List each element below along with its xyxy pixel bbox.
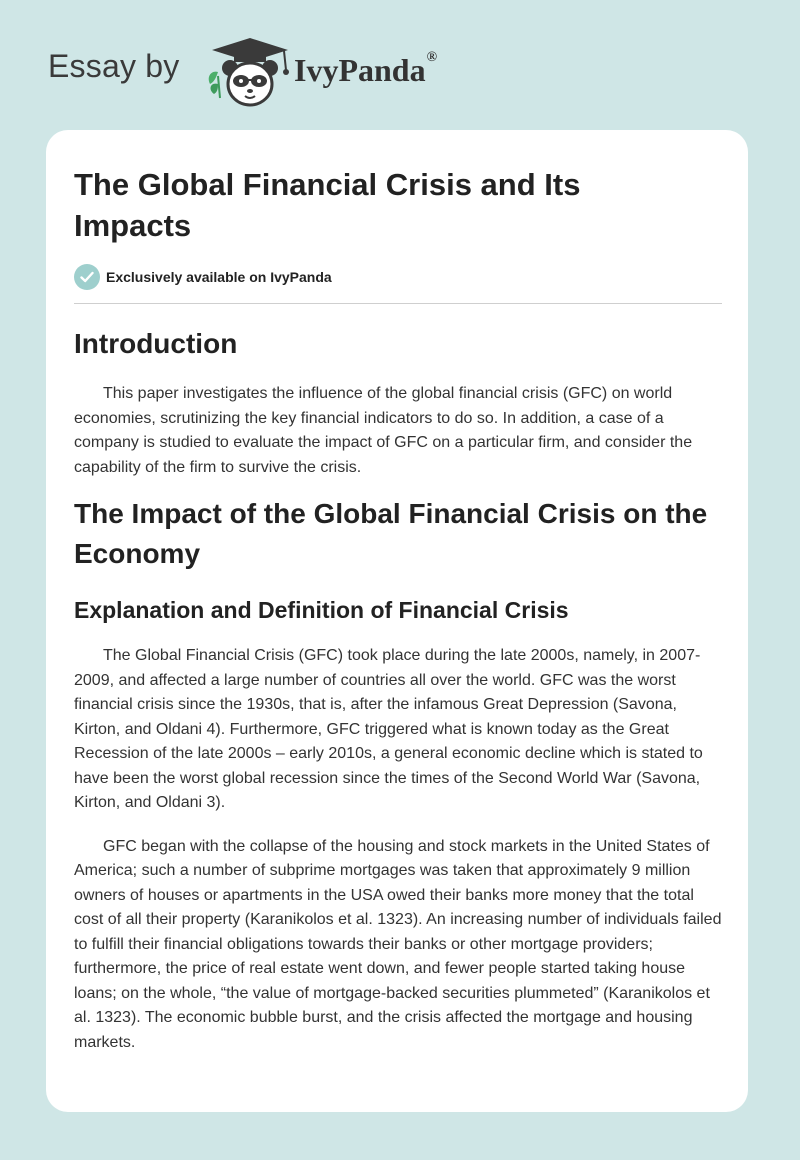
explanation-paragraph-2: GFC began with the collapse of the housing and stock markets in the United States of America; such a number of subprime mortgages was taken that approximately 9 million owners of houses or apartments in the USA owed their banks more money that the total cost of all their property (Karanikolos et al. 1323). An increasing number of individuals failed to fulfill their financial obligations towards their banks or other mortgage providers; furthermore, the price of real estate went down, and fewer people started taking house loans; on the whole, “the value of mortgage-backed securities plummeted” (Karanikolos et al. 1323). The economic bubble burst, and the crisis affected the mortgage and housing markets. — [74, 837, 722, 1051]
essay-by-label: Essay by — [48, 48, 180, 84]
exclusive-badge — [74, 263, 332, 291]
introduction-paragraph: This paper investigates the influence of the global financial crisis (GFC) on world economies, scrutinizing the key financial indicators to do so. In addition, a case of a company is studied to evaluate the impact of GFC on a particular firm, and consider the capability of the firm to survive the crisis. — [74, 385, 693, 476]
introduction-heading: Introduction — [74, 328, 238, 359]
brand-name: IvyPanda® — [294, 50, 438, 88]
essay-card — [46, 130, 748, 1112]
essay-body — [74, 320, 722, 1055]
panda-graduate-icon — [200, 34, 300, 110]
essay-title: The Global Financial Crisis and Its Impacts — [74, 167, 581, 243]
exclusive-badge-label: Exclusively available on IvyPanda — [106, 269, 332, 285]
impact-heading: The Impact of the Global Financial Crisis on the Economy — [74, 498, 708, 569]
explanation-paragraph-1: The Global Financial Crisis (GFC) took place during the late 2000s, namely, in 2007-2009, and affected a large number of countries all over the world. GFC was the worst financial crisis since the 1930s, that is, after the infamous Great Depression (Savona, Kirton, and Oldani 4). Furthermore, GFC triggered what is known today as the Great Recession of the late 2000s – early 2010s, a general economic decline which is stated to have been the worst global recession since the times of the Second World War (Savona, Kirton, and Oldani 3). — [74, 647, 703, 811]
site-header — [0, 0, 800, 130]
registered-mark: ® — [426, 50, 438, 65]
check-icon — [74, 264, 100, 290]
explanation-heading: Explanation and Definition of Financial Crisis — [74, 597, 569, 623]
title-divider — [74, 303, 722, 304]
